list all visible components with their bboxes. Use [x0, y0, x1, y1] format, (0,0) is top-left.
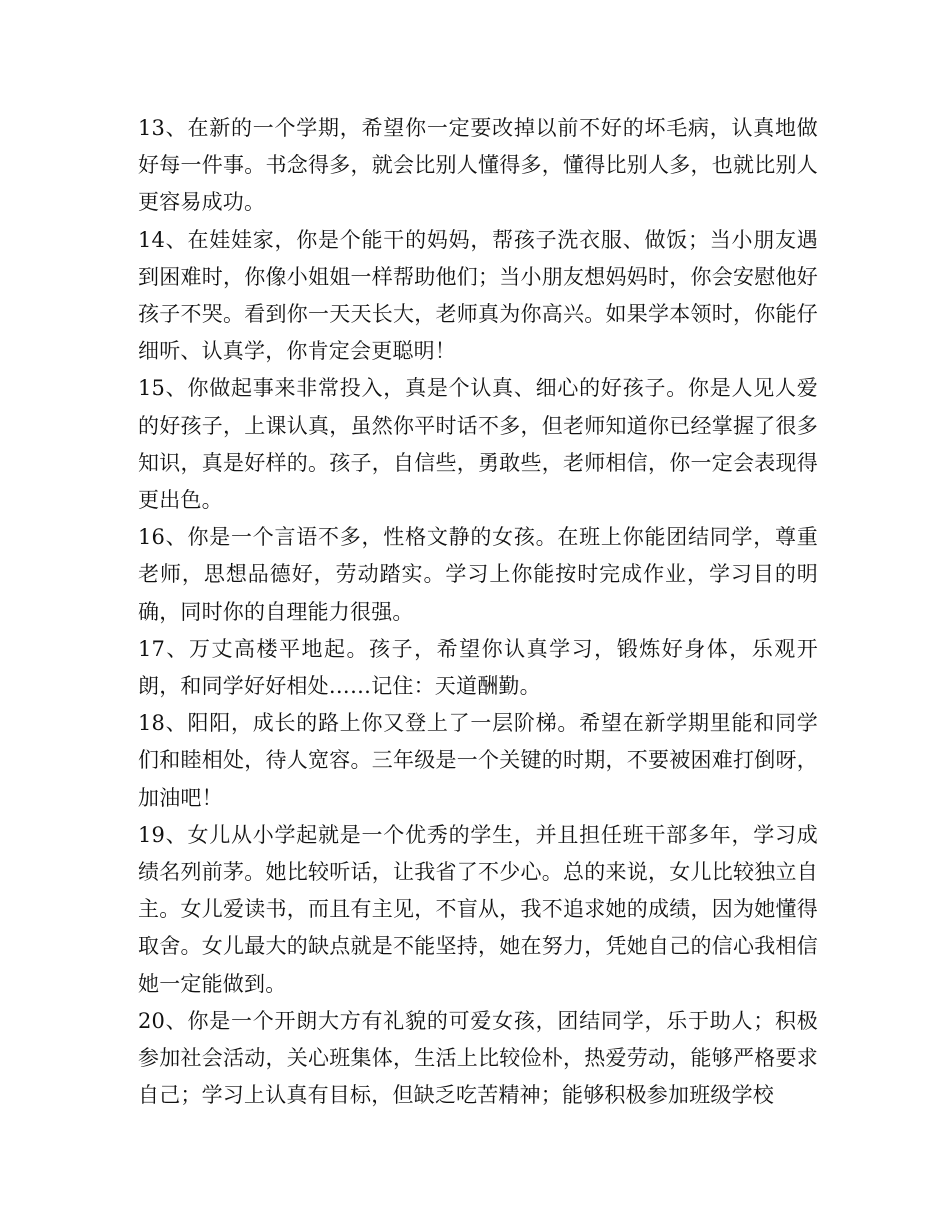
- document-body: [138, 110, 818, 1114]
- comment-paragraph-16: 16、你是一个言语不多，性格文静的女孩。在班上你能团结同学，尊重老师，思想品德好，劳动踏实。学习上你能按时完成作业，学习目的明确，同时你的自理能力很强。: [138, 525, 818, 624]
- comment-paragraph-13: 13、在新的一个学期，希望你一定要改掉以前不好的坏毛病，认真地做好每一件事。书念得多，就会比别人懂得多，懂得比别人多，也就比别人更容易成功。: [138, 116, 818, 215]
- comment-paragraph-17: 17、万丈高楼平地起。孩子，希望你认真学习，锻炼好身体，乐观开朗，和同学好好相处……记住：天道酬勤。: [138, 636, 818, 699]
- comment-paragraph-18: 18、阳阳，成长的路上你又登上了一层阶梯。希望在新学期里能和同学们和睦相处，待人宽容。三年级是一个关键的时期，不要被困难打倒呀，加油吧！: [138, 711, 818, 810]
- comment-paragraph-14: 14、在娃娃家，你是个能干的妈妈，帮孩子洗衣服、做饭；当小朋友遇到困难时，你像小姐姐一样帮助他们；当小朋友想妈妈时，你会安慰他好孩子不哭。看到你一天天长大，老师真为你高兴。如果学本领时，你能仔细听、认真学，你肯定会更聪明！: [138, 227, 818, 364]
- comment-paragraph-15: 15、你做起事来非常投入，真是个认真、细心的好孩子。你是人见人爱的好孩子，上课认真，虽然你平时话不多，但老师知道你已经掌握了很多知识，真是好样的。孩子，自信些，勇敢些，老师相信，你一定会表现得更出色。: [138, 376, 818, 513]
- comment-paragraph-20: 20、你是一个开朗大方有礼貌的可爱女孩，团结同学，乐于助人；积极参加社会活动，关心班集体，生活上比较俭朴，热爱劳动，能够严格要求自己；学习上认真有目标，但缺乏吃苦精神；能够积极参加班级学校: [138, 1008, 818, 1108]
- comment-paragraph-19: 19、女儿从小学起就是一个优秀的学生，并且担任班干部多年，学习成绩名列前茅。她比较听话，让我省了不少心。总的来说，女儿比较独立自主。女儿爱读书，而且有主见，不盲从，我不追求她的成绩，因为她懂得取舍。女儿最大的缺点就是不能坚持，她在努力，凭她自己的信心我相信她一定能做到。: [138, 822, 818, 996]
